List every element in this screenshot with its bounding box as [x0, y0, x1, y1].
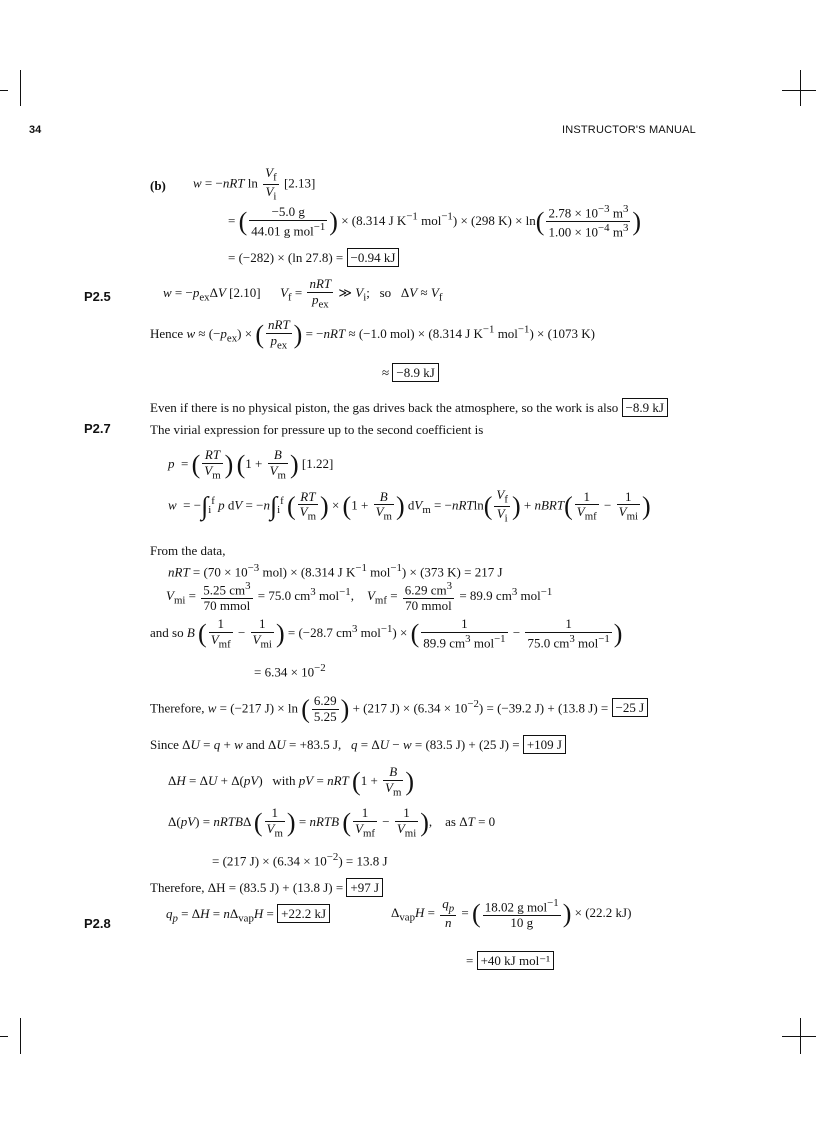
- equation: w = −nRT ln $\frac{V_f}{V_i}$ [2.13]: [193, 165, 316, 203]
- problem-label: P2.5: [84, 289, 111, 304]
- equation: $V_{mi}$ = $\frac{5.25 cm^3}{\text{70 mmol}}$ = 75.0 $cm^3$ mol$^{-1}$, $V_{mf}$ = $\frac{6.29 cm^3}{\text{70 mmol}}$ = 89.9 $cm^3$ mol$^{-1}$: [166, 580, 553, 614]
- equation: ≈ −8.9 kJ: [382, 365, 439, 381]
- equation: Δ(pV) = nRTBΔ ( $\frac{1}{V_m}$ ) = nRTB ( $\frac{1}{V_{mf}}$ − $\frac{1}{V_{mi}}$ ), as ΔT = 0: [168, 805, 496, 840]
- equation: = $6.34 \times 10^{-2}$: [254, 662, 326, 680]
- boxed-result: +40 kJ mol⁻¹: [477, 951, 554, 970]
- equation: $w = -p_{ex}\Delta V$ [2.10] $V_f$ = $\frac{\text{nRT}}{p_{ex}}$ ≫ $V_i$; so $\Delta V \approx V_f$: [163, 276, 443, 311]
- boxed-result: −25 J: [612, 698, 649, 717]
- equation: = ( $\frac{-5.0 g}{44.01 g mol^{-1}}$ ) × (8.314 J $K^{-1}$ mol$^{-1}$) × (298 K) × ln( $\frac{2.78 \times 10^{-3} m^3}{1.00 \times 10^{-4} m^3}$ ): [228, 203, 642, 240]
- equation: Therefore, w = (−217 J) × ln ( $\frac{6.29}{5.25}$ ) + (217 $J) \times (6.34 \times 10^{-2}) = (-39.2$ J) + (13.8 J) = −25 J: [150, 694, 648, 725]
- boxed-result: +109 J: [523, 735, 566, 754]
- equation: $q_p = \Delta H = n\Delta_{vap}H = +22.2$ kJ: [166, 906, 330, 925]
- crop-mark: [20, 1018, 21, 1054]
- crop-mark: [0, 1036, 8, 1037]
- equation: = (217 $J) \times (6.34 \times 10^{-2}) = 13.8$ J: [212, 851, 388, 869]
- boxed-result: −0.94 kJ: [347, 248, 400, 267]
- problem-label: P2.7: [84, 421, 111, 436]
- boxed-result: +22.2 kJ: [277, 904, 330, 923]
- equation: p = ( $\frac{RT}{V_m}$ ) (1 + $\frac{B}{V_m}$ ) [1.22]: [168, 447, 334, 482]
- crop-mark: [800, 70, 801, 106]
- boxed-result: +97 J: [346, 878, 383, 897]
- page-number: 34: [29, 124, 42, 136]
- part-b-label: (b): [150, 178, 166, 193]
- crop-mark: [782, 90, 816, 91]
- equation: = (−282) × (ln 27.8) = −0.94 kJ: [228, 250, 399, 266]
- equation: Therefore, ΔH = (83.5 J) + (13.8 J) = +97 J: [150, 880, 383, 896]
- paragraph: The virial expression for pressure up to the second coefficient is: [150, 422, 484, 437]
- crop-mark: [782, 1036, 816, 1037]
- problem-label: P2.8: [84, 916, 111, 931]
- equation: = +40 kJ mol⁻¹: [466, 953, 554, 969]
- crop-mark: [20, 70, 21, 106]
- equation: $\Delta_{vap}H$ = $\frac{q_p}{n}$ = ( $\frac{18.02 g mol^{-1}}{10 g}$ ) × (22.2 kJ): [391, 896, 632, 931]
- equation: $w = -\int_i^f$ p dV = $-n\int_i^f$ ( $\frac{RT}{V_m}$ ) × (1 + $\frac{B}{V_m}$ ) $dV_m = -nRTln$( $\frac{V_f}{V_i}$ ) + nBRT( $\frac{1}{V_{mf}}$ − $\frac{1}{V_{mi}}$ ): [168, 487, 651, 525]
- equation: Hence $w \approx (-p_{ex})$ × ( $\frac{\text{nRT}}{p_{ex}}$ ) = −nRT ≈ (−1.0 mol) × (8.314 J $K^{-1}$ mol$^{-1}$) × (1073 K): [150, 317, 595, 352]
- paragraph: Even if there is no physical piston, the gas drives back the atmosphere, so the work is also −8.9 kJ: [150, 400, 668, 416]
- equation: and so B ( $\frac{1}{V_{mf}}$ − $\frac{1}{V_{mi}}$ ) = (−28.7 $cm^3$ mol$^{-1}$) × ( $\frac{1}{89.9 cm^3 mol^{-1}}$ − $\frac{1}{75.0 cm^3 mol^{-1}}$ ): [150, 616, 623, 651]
- paragraph: From the data,: [150, 543, 226, 558]
- crop-mark: [0, 90, 8, 91]
- running-header: INSTRUCTOR'S MANUAL: [561, 124, 696, 136]
- boxed-result: −8.9 kJ: [392, 363, 438, 382]
- boxed-result: −8.9 kJ: [622, 398, 668, 417]
- equation: ΔH = ΔU + Δ(pV) with pV = nRT (1 + $\frac{B}{V_m}$ ): [168, 764, 415, 799]
- equation: nRT = ($70 \times 10^{-3}$ mol) × (8.314 J $K^{-1}$ mol$^{-1}$) × (373 K) = 217 J: [168, 562, 503, 580]
- equation: Since ΔU = q + w and ΔU = +83.5 J, q = ΔU − w = (83.5 J) + (25 J) = +109 J: [150, 737, 566, 753]
